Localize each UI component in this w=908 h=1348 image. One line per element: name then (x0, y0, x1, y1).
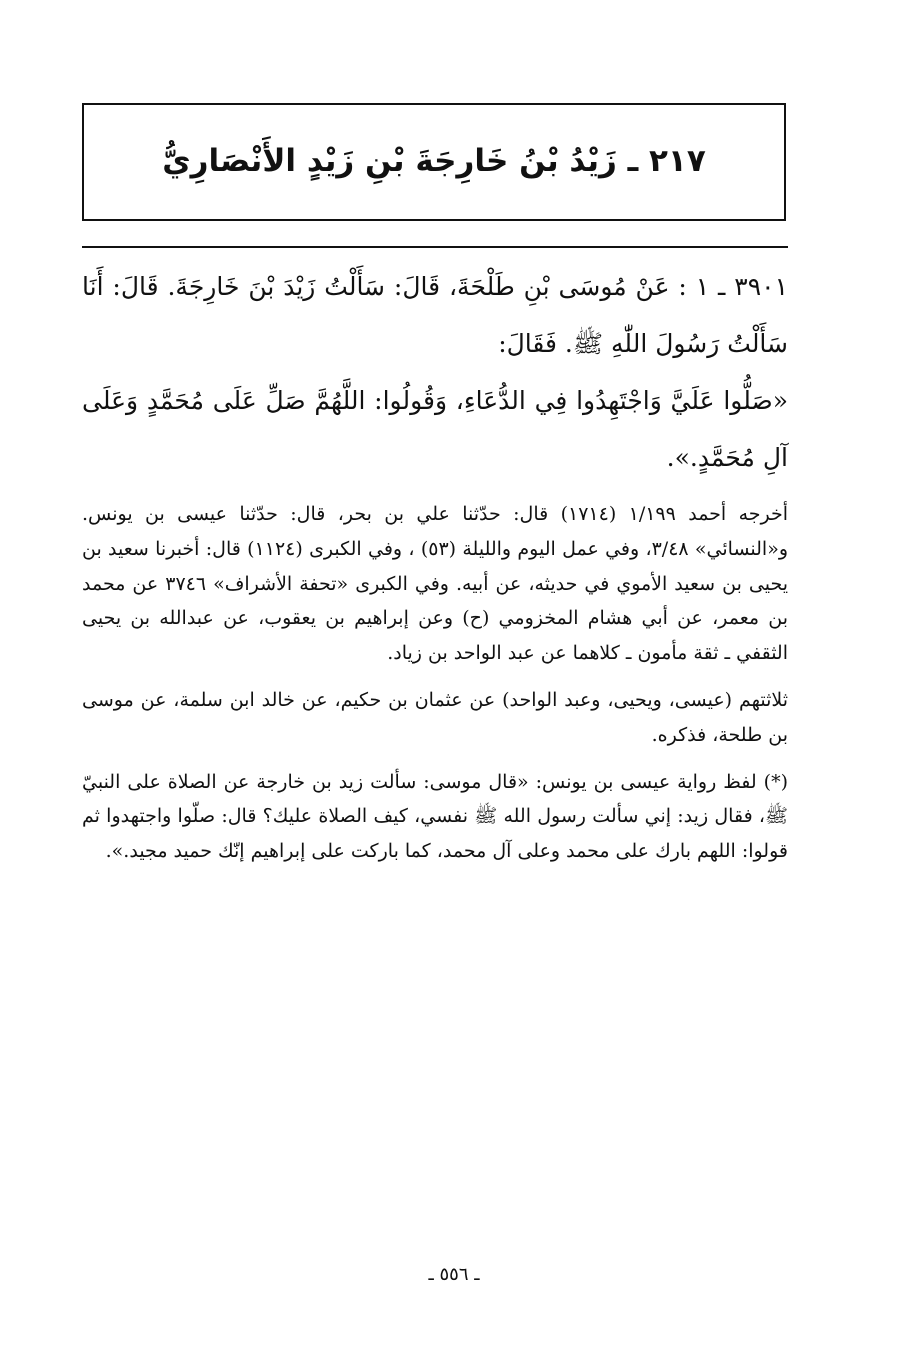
separator-rule (82, 246, 788, 248)
chapter-title-box (82, 103, 786, 221)
chapter-title: ٢١٧ ـ زَيْدُ بْنُ خَارِجَةَ بْنِ زَيْدٍ الأَنْصَارِيُّ (162, 143, 706, 180)
commentary-paragraph-1: أخرجه أحمد ١/١٩٩ (١٧١٤) قال: حدّثنا علي بن بحر، قال: حدّثنا عيسى بن يونس. و«النسائي» ٣/٤٨، وفي عمل اليوم والليلة (٥٣) ، وفي الكبرى (١١٢٤) قال: أخبرنا سعيد بن يحيى بن سعيد الأموي في حديثه، عن أبيه. وفي الكبرى «تحفة الأشراف» ٣٧٤٦ عن محمد بن معمر، عن أبي هشام المخزومي (ح) وعن إبراهيم بن يعقوب، عن عبدالله بن يحيى الثقفي ـ ثقة مأمون ـ كلاهما عن عبد الواحد بن زياد. (82, 503, 789, 665)
page-number: ـ ٥٥٦ ـ (428, 1264, 480, 1285)
commentary-paragraph-3: (*) لفظ رواية عيسى بن يونس: «قال موسى: سألت زيد بن خارجة عن الصلاة على النبيّ ﷺ، فقال زيد: إني سألت رسول الله ﷺ نفسي، كيف الصلاة عليك؟ قال: صلّوا واجتهدوا ثم قولوا: اللهم بارك على محمد وعلى آل محمد، كما باركت على إبراهيم إنّك حميد مجيد.». (82, 770, 788, 863)
commentary-paragraph-2: ثلاثتهم (عيسى، ويحيى، وعبد الواحد) عن عثمان بن حكيم، عن خالد ابن سلمة، عن موسى بن طلحة، فذكره. (82, 688, 788, 746)
hadith-isnad: ٣٩٠١ ـ ١ : عَنْ مُوسَى بْنِ طَلْحَةَ، قَالَ: سَأَلْتُ زَيْدَ بْنَ خَارِجَةَ. قَالَ: أَنَا سَأَلْتُ رَسُولَ اللّٰهِ ﷺ. فَقَالَ: (82, 272, 789, 358)
hadith-text (82, 258, 788, 486)
commentary (82, 497, 788, 881)
hadith-matn: «صَلُّوا عَلَيَّ وَاجْتَهِدُوا فِي الدُّعَاءِ، وَقُولُوا: اللَّهُمَّ صَلِّ عَلَى مُحَمَّدٍ وَعَلَى آلِ مُحَمَّدٍ.». (82, 386, 788, 472)
